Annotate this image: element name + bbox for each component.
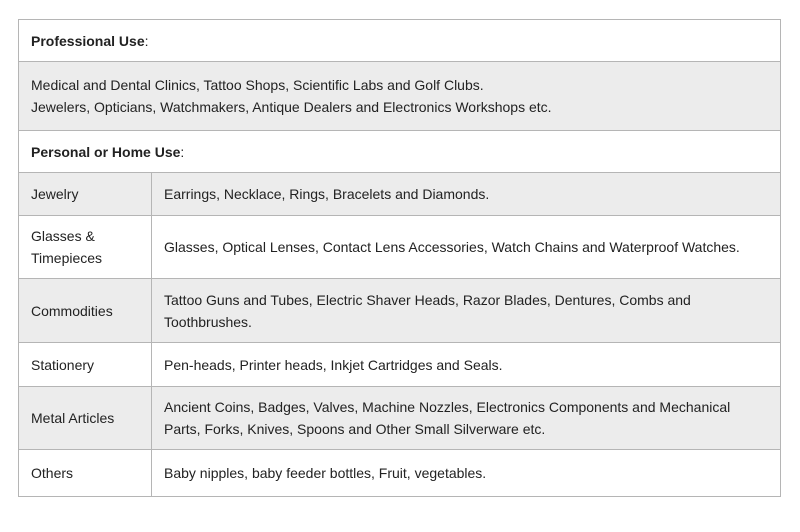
- category-cell: Jewelry: [19, 173, 152, 216]
- table-row: [19, 450, 781, 497]
- professional-use-body-row: [19, 62, 781, 131]
- table-row: [19, 216, 781, 279]
- personal-use-heading-cell: [19, 131, 781, 173]
- professional-use-line-2: Jewelers, Opticians, Watchmakers, Antique Dealers and Electronics Workshops etc.: [31, 99, 552, 115]
- personal-use-colon: :: [180, 143, 185, 160]
- table-row: [19, 387, 781, 450]
- personal-use-header-row: [19, 131, 781, 173]
- category-cell: Commodities: [19, 279, 152, 343]
- items-cell: Earrings, Necklace, Rings, Bracelets and Diamonds.: [152, 173, 781, 216]
- items-cell: Glasses, Optical Lenses, Contact Lens Accessories, Watch Chains and Waterproof Watches.: [152, 216, 781, 279]
- professional-use-line-1: Medical and Dental Clinics, Tattoo Shops, Scientific Labs and Golf Clubs.: [31, 77, 484, 93]
- professional-use-body-cell: [19, 62, 781, 131]
- table-row: [19, 343, 781, 387]
- professional-use-heading: Professional Use: [31, 32, 145, 49]
- table-row: [19, 279, 781, 343]
- items-cell: Baby nipples, baby feeder bottles, Fruit, vegetables.: [152, 450, 781, 497]
- table-row: [19, 173, 781, 216]
- uses-table: [18, 19, 781, 497]
- items-cell: Tattoo Guns and Tubes, Electric Shaver Heads, Razor Blades, Dentures, Combs and Toothbrushes.: [152, 279, 781, 343]
- professional-use-heading-cell: [19, 20, 781, 62]
- category-cell: Glasses & Timepieces: [19, 216, 152, 279]
- category-cell: Others: [19, 450, 152, 497]
- category-cell: Stationery: [19, 343, 152, 387]
- personal-use-heading: Personal or Home Use: [31, 143, 181, 160]
- items-cell: Ancient Coins, Badges, Valves, Machine Nozzles, Electronics Components and Mechanical Parts, Forks, Knives, Spoons and Other Small Silverware etc.: [152, 387, 781, 450]
- professional-use-header-row: [19, 20, 781, 62]
- category-cell: Metal Articles: [19, 387, 152, 450]
- items-cell: Pen-heads, Printer heads, Inkjet Cartridges and Seals.: [152, 343, 781, 387]
- professional-use-colon: :: [144, 32, 149, 49]
